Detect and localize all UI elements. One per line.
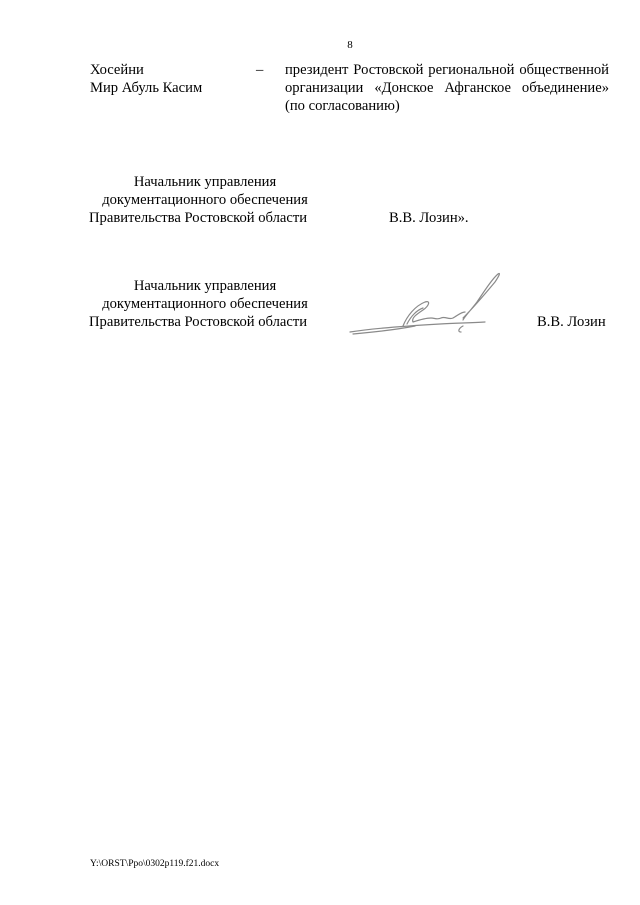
member-dash: –: [256, 62, 264, 78]
title-line-2: документационного обеспечения: [102, 192, 308, 208]
member-name: [90, 61, 202, 97]
handwritten-signature-icon: [345, 268, 515, 340]
signature-block-1-name: В.В. Лозин».: [389, 210, 469, 226]
member-role-line-1: президент Ростовской региональной общественной: [285, 62, 609, 78]
title-line-3: Правительства Ростовской области: [89, 314, 308, 330]
page-number: 8: [347, 39, 353, 51]
member-name-line-1: Хосейни: [90, 62, 144, 78]
footer-file-path: Y:\ORST\Ppo\0302p119.f21.docx: [90, 859, 220, 869]
member-name-line-2: Мир Абуль Касим: [90, 80, 203, 96]
member-role: [285, 61, 609, 115]
title-line-1: Начальник управления: [133, 174, 277, 190]
signature-block-2-title: [90, 277, 320, 331]
signature-block-1-title: [90, 173, 320, 227]
signature-block-2-name: В.В. Лозин: [537, 314, 606, 330]
member-role-line-2: организации «Донское Афганское объединение»: [285, 80, 609, 96]
title-line-1: Начальник управления: [133, 278, 277, 294]
member-role-line-3: (по согласованию): [285, 98, 400, 114]
title-line-2: документационного обеспечения: [102, 296, 308, 312]
title-line-3: Правительства Ростовской области: [89, 210, 308, 226]
